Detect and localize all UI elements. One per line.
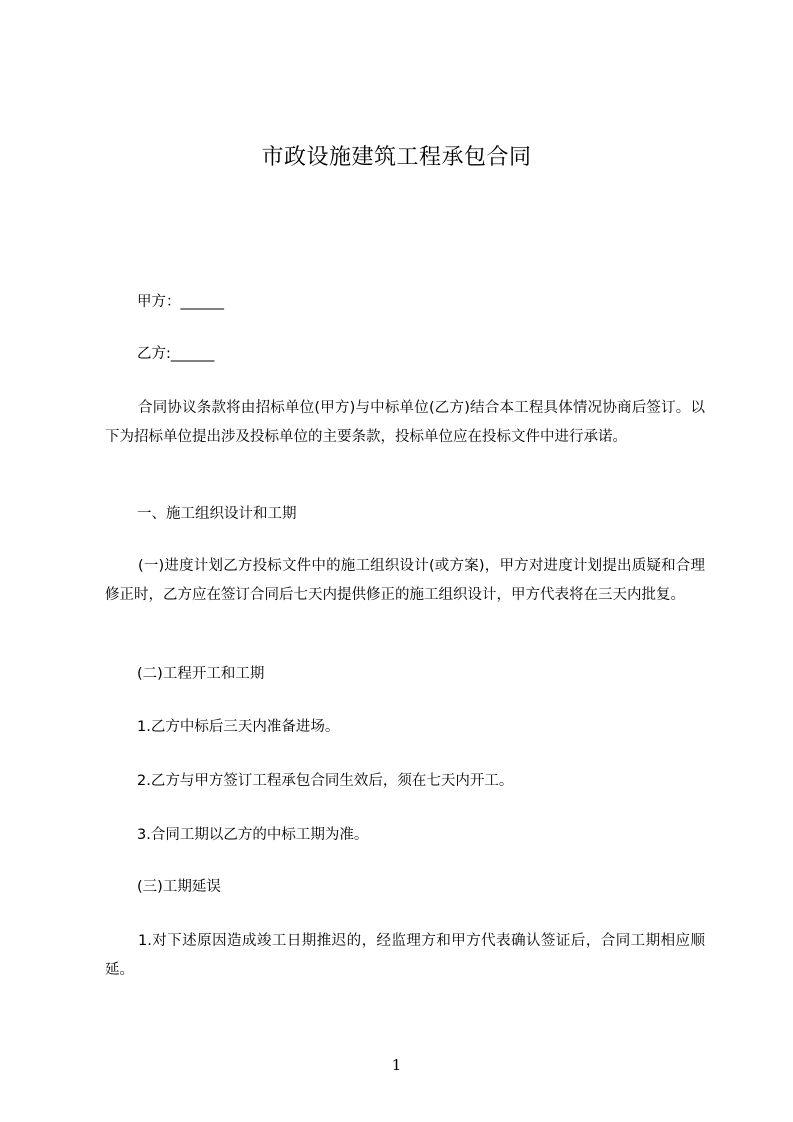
clause-item-3: 3.合同工期以乙方的中标工期为准。 bbox=[137, 827, 369, 843]
party-b-line: 乙方:______ bbox=[137, 346, 215, 362]
schedule-plan-paragraph: (一)进度计划乙方投标文件中的施工组织设计(或方案)，甲方对进度计划提出质疑和合理修正时，乙方应在签订合同后七天内提供修正的施工组织设计，甲方代表将在三天内批复。 bbox=[105, 558, 705, 603]
party-a-line: 甲方：______ bbox=[137, 294, 224, 310]
clause-item-1: 1.乙方中标后三天内准备进场。 bbox=[137, 719, 340, 735]
clause-item-2: 2.乙方与甲方签订工程承包合同生效后，须在七天内开工。 bbox=[137, 773, 514, 789]
intro-paragraph: 合同协议条款将由招标单位(甲方)与中标单位(乙方)结合本工程具体情况协商后签订。以下为招标单位提出涉及投标单位的主要条款，投标单位应在投标文件中进行承诺。 bbox=[105, 400, 705, 445]
document-title: 市政设施建筑工程承包合同 bbox=[261, 145, 532, 170]
subsection-heading-start-and-duration: (二)工程开工和工期 bbox=[137, 666, 265, 682]
subsection-heading-delay: (三)工期延误 bbox=[137, 879, 221, 895]
page-number: 1 bbox=[391, 1056, 402, 1074]
section-heading-construction-design: 一、施工组织设计和工期 bbox=[137, 506, 297, 522]
delay-clause-paragraph: 1.对下述原因造成竣工日期推迟的，经监理方和甲方代表确认签证后，合同工期相应顺延。 bbox=[105, 933, 705, 978]
